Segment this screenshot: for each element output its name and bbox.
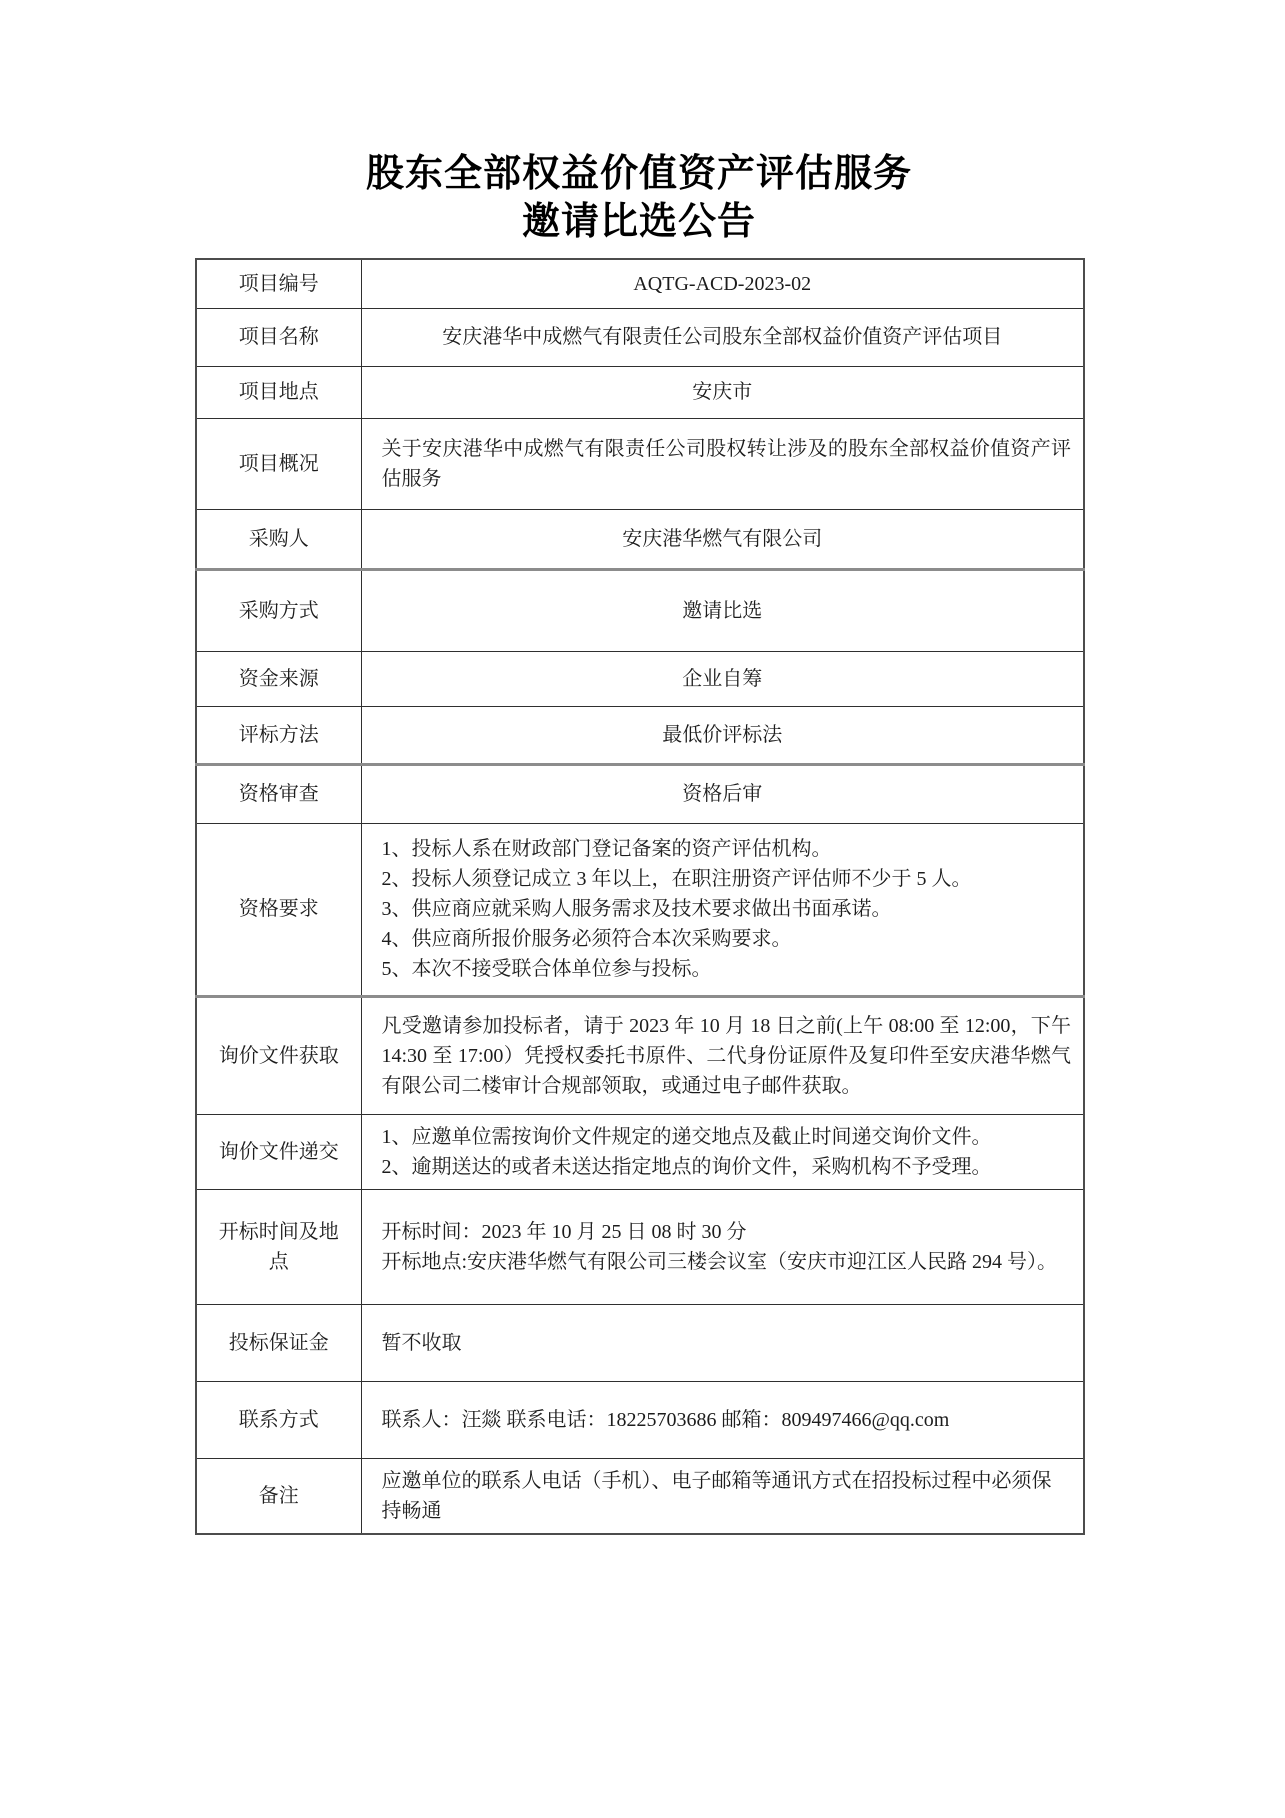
row-label: 开标时间及地点 — [196, 1189, 361, 1304]
table-row-purchaser — [196, 509, 1084, 569]
table-row-project-name — [196, 308, 1084, 366]
table-row-procurement-method — [196, 569, 1084, 651]
table-row-contact-info — [196, 1381, 1084, 1458]
row-value: 安庆市 — [361, 366, 1084, 418]
row-value — [361, 823, 1084, 996]
row-value: 凡受邀请参加投标者，请于 2023 年 10 月 18 日之前(上午 08:00 至 12:00，下午 14:30 至 17:00）凭授权委托书原件、二代身份证原件及复印件至安庆港华燃气有限公司二楼审计合规部领取，或通过电子邮件获取。 — [361, 996, 1084, 1114]
row-label: 资格审查 — [196, 764, 361, 823]
table-row-funding-source — [196, 651, 1084, 706]
row-label: 询价文件递交 — [196, 1114, 361, 1189]
announcement-table — [195, 258, 1085, 1535]
row-value: 关于安庆港华中成燃气有限责任公司股权转让涉及的股东全部权益价值资产评估服务 — [361, 418, 1084, 509]
table-row-qualification-review — [196, 764, 1084, 823]
row-value — [361, 1114, 1084, 1189]
row-label: 联系方式 — [196, 1381, 361, 1458]
row-value: 最低价评标法 — [361, 706, 1084, 764]
row-label: 资金来源 — [196, 651, 361, 706]
table-row-remarks — [196, 1458, 1084, 1534]
title-line-2: 邀请比选公告 — [521, 201, 756, 243]
table-row-bid-bond — [196, 1304, 1084, 1381]
row-label: 项目地点 — [196, 366, 361, 418]
row-label: 项目名称 — [196, 308, 361, 366]
table-row-project-number — [196, 259, 1084, 308]
row-value: 邀请比选 — [361, 569, 1084, 651]
requirement-item: 5、本次不接受联合体单位参与投标。 — [381, 958, 712, 980]
row-label: 询价文件获取 — [196, 996, 361, 1114]
row-label: 项目编号 — [196, 259, 361, 308]
row-value: 暂不收取 — [361, 1304, 1084, 1381]
table-row-project-location — [196, 366, 1084, 418]
row-value: 安庆港华中成燃气有限责任公司股东全部权益价值资产评估项目 — [361, 308, 1084, 366]
document-title — [195, 150, 1083, 246]
row-value: 安庆港华燃气有限公司 — [361, 509, 1084, 569]
row-label: 投标保证金 — [196, 1304, 361, 1381]
table-row-evaluation-method — [196, 706, 1084, 764]
row-label: 项目概况 — [196, 418, 361, 509]
submission-item: 1、应邀单位需按询价文件规定的递交地点及截止时间递交询价文件。 — [381, 1125, 992, 1148]
requirement-item: 1、投标人系在财政部门登记备案的资产评估机构。 — [381, 838, 832, 860]
row-value — [361, 1189, 1084, 1304]
table-row-inquiry-document-obtain — [196, 996, 1084, 1114]
table-row-qualification-requirements — [196, 823, 1084, 996]
title-line-1: 股东全部权益价值资产评估服务 — [365, 153, 912, 195]
row-value: 资格后审 — [361, 764, 1084, 823]
table-row-bid-opening — [196, 1189, 1084, 1304]
submission-item: 2、逾期送达的或者未送达指定地点的询价文件，采购机构不予受理。 — [381, 1155, 992, 1178]
row-label: 评标方法 — [196, 706, 361, 764]
table-row-inquiry-document-submission — [196, 1114, 1084, 1189]
row-label: 采购人 — [196, 509, 361, 569]
table-row-project-overview — [196, 418, 1084, 509]
row-value: 联系人：汪燚 联系电话：18225703686 邮箱：809497466@qq.com — [361, 1381, 1084, 1458]
requirement-item: 3、供应商应就采购人服务需求及技术要求做出书面承诺。 — [381, 898, 892, 920]
bid-opening-time: 开标时间：2023 年 10 月 25 日 08 时 30 分 — [381, 1220, 747, 1243]
bid-opening-place: 开标地点:安庆港华燃气有限公司三楼会议室（安庆市迎江区人民路 294 号）。 — [381, 1250, 1058, 1273]
row-label: 资格要求 — [196, 823, 361, 996]
row-value: AQTG-ACD-2023-02 — [361, 259, 1084, 308]
row-label: 采购方式 — [196, 569, 361, 651]
row-value: 应邀单位的联系人电话（手机）、电子邮箱等通讯方式在招投标过程中必须保持畅通 — [361, 1458, 1084, 1534]
row-value: 企业自筹 — [361, 651, 1084, 706]
requirement-item: 4、供应商所报价服务必须符合本次采购要求。 — [381, 928, 792, 950]
requirement-item: 2、投标人须登记成立 3 年以上，在职注册资产评估师不少于 5 人。 — [381, 868, 972, 890]
row-label: 备注 — [196, 1458, 361, 1534]
